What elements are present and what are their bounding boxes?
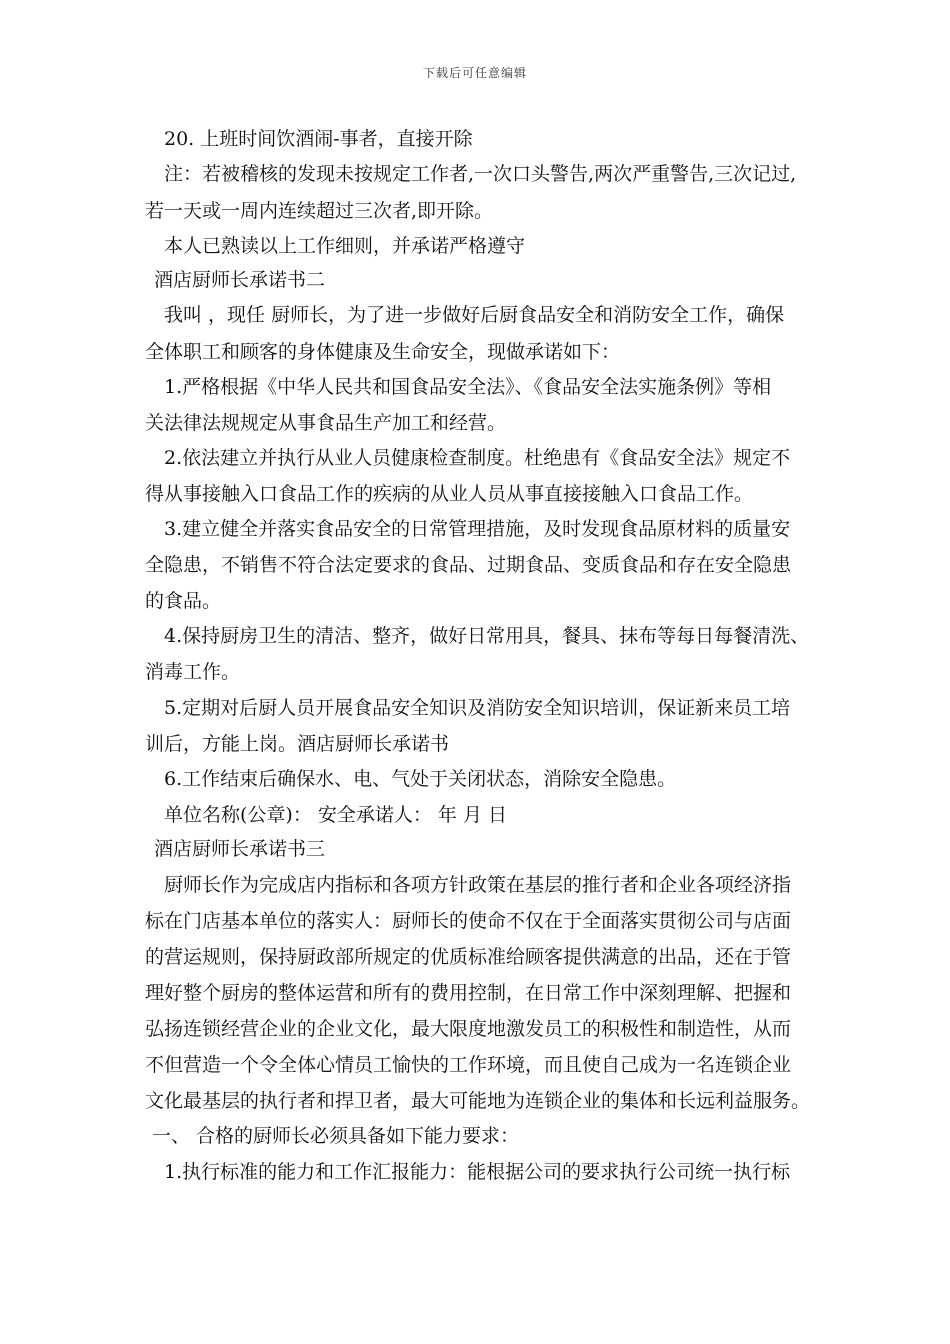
section-heading: 酒店厨师长承诺书二 [154,269,326,291]
text-line: 本人已熟读以上工作细则，并承诺严格遵守 [164,235,526,257]
text-line: 厨师长作为完成店内指标和各项方针政策在基层的推行者和企业各项经济指 [164,874,792,896]
text-line: 4.保持厨房卫生的清洁、整齐，做好日常用具，餐具、抹布等每日每餐清洗、 [164,625,810,647]
text-line: 标在门店基本单位的落实人：厨师长的使命不仅在于全面落实贯彻公司与店面 [145,910,792,932]
text-line: 全体职工和顾客的身体健康及生命安全，现做承诺如下： [145,341,621,363]
text-line: 若一天或一周内连续超过三次者,即开除。 [145,200,494,222]
text-line: 1.执行标准的能力和工作汇报能力：能根据公司的要求执行公司统一执行标 [164,1161,791,1183]
text-line: 我叫 ，现任 厨师长，为了进一步做好后厨食品安全和消防安全工作，确保 [164,304,785,326]
text-line: 3.建立健全并落实食品安全的日常管理措施，及时发现食品原材料的质量安 [164,518,791,540]
text-line: 训后，方能上岗。酒店厨师长承诺书 [145,733,450,755]
text-line: 关法律法规规定从事食品生产加工和经营。 [145,412,507,434]
text-line: 的营运规则，保持厨政部所规定的优质标准给顾客提供满意的出品，还在于管 [145,946,792,968]
text-line: 注：若被稽核的发现未按规定工作者,一次口头警告,两次严重警告,三次记过, [164,163,797,185]
text-line: 弘扬连锁经营企业的企业文化，最大限度地激发员工的积极性和制造性，从而 [145,1018,792,1040]
text-line: 2.依法建立并执行从业人员健康检查制度。杜绝患有《食品安全法》规定不 [164,447,791,469]
text-line: 1.严格根据《中华人民共和国食品安全法》、《食品安全法实施条例》等相 [164,376,772,398]
text-line: 不但营造一个令全体心情员工愉快的工作环境，而且使自己成为一名连锁企业 [145,1054,792,1076]
page-header: 下载后可任意编辑 [422,66,527,80]
text-line: 的食品。 [145,590,222,612]
section-heading: 一、 合格的厨师长必须具备如下能力要求： [152,1125,520,1147]
text-line: 单位名称(公章)： 安全承诺人： 年 月 日 [164,804,507,826]
text-line: 全隐患，不销售不符合法定要求的食品、过期食品、变质食品和存在安全隐患 [145,554,792,576]
text-line: 20. 上班时间饮酒闹-事者，直接开除 [164,128,473,150]
text-line: 6.工作结束后确保水、电、气处于关闭状态，消除安全隐患。 [164,768,677,790]
text-line: 文化最基层的执行者和捍卫者，最大可能地为连锁企业的集体和长远利益服务。 [145,1090,811,1112]
section-heading: 酒店厨师长承诺书三 [154,838,326,860]
text-line: 5.定期对后厨人员开展食品安全知识及消防安全知识培训，保证新来员工培 [164,697,791,719]
text-line: 得从事接触入口食品工作的疾病的从业人员从事直接接触入口食品工作。 [145,483,754,505]
text-line: 理好整个厨房的整体运营和所有的费用控制，在日常工作中深刻理解、把握和 [145,982,792,1004]
text-line: 消毒工作。 [145,661,241,683]
